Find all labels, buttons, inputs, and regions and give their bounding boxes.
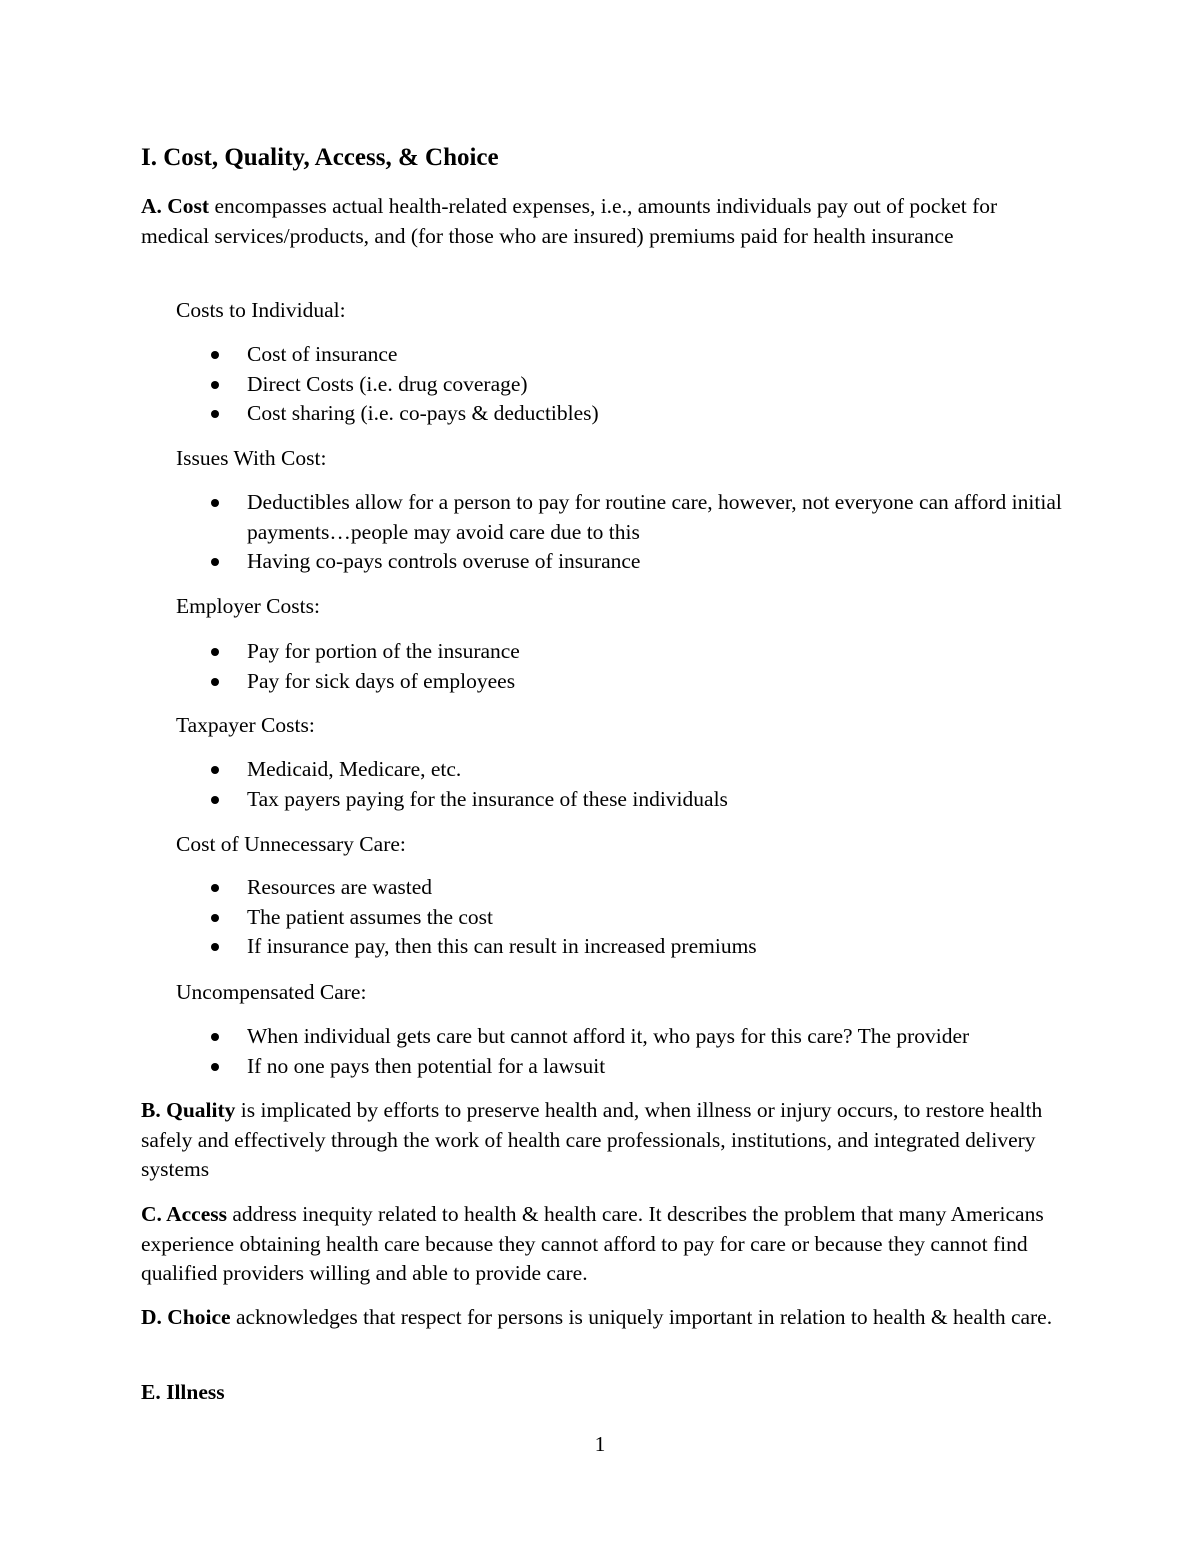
section-c-text: address inequity related to health & health care. It describes the problem that many Americans experience obtaining health care because they cannot afford to pay for care or because they cannot find qualified providers willing and able to provide care. xyxy=(141,1202,1044,1285)
section-d-paragraph xyxy=(141,1303,1066,1333)
section-c-paragraph xyxy=(141,1200,1066,1289)
list-issues-with-cost xyxy=(0,488,1067,577)
section-e-paragraph xyxy=(141,1378,1066,1408)
list-item: When individual gets care but cannot afford it, who pays for this care? The provider xyxy=(0,1022,1067,1052)
section-heading: I. Cost, Quality, Access, & Choice xyxy=(141,144,499,171)
list-item: Direct Costs (i.e. drug coverage) xyxy=(0,370,1067,400)
group-title-employer-costs: Employer Costs: xyxy=(176,594,320,618)
section-a-text: encompasses actual health-related expenses, i.e., amounts individuals pay out of pocket for medical services/products, and (for those who are insured) premiums paid for health insurance xyxy=(141,194,998,248)
list-item: Pay for sick days of employees xyxy=(0,667,1067,697)
group-title-costs-to-individual: Costs to Individual: xyxy=(176,298,346,322)
section-b-text: is implicated by efforts to preserve health and, when illness or injury occurs, to restore health safely and effectively through the work of health care professionals, institutions, and integrated delivery systems xyxy=(141,1098,1043,1181)
list-item: Pay for portion of the insurance xyxy=(0,637,1067,667)
list-item: Cost sharing (i.e. co-pays & deductibles) xyxy=(0,399,1067,429)
list-employer-costs xyxy=(0,637,1067,696)
section-b-paragraph xyxy=(141,1096,1066,1185)
list-costs-to-individual xyxy=(0,340,1067,429)
list-item: Having co-pays controls overuse of insurance xyxy=(0,547,1067,577)
list-taxpayer-costs xyxy=(0,755,1067,814)
section-a-label: A. Cost xyxy=(141,194,210,218)
list-item: Cost of insurance xyxy=(0,340,1067,370)
list-item: Deductibles allow for a person to pay for routine care, however, not everyone can afford initial payments…people may avoid care due to this xyxy=(0,488,1067,547)
list-item: The patient assumes the cost xyxy=(0,903,1067,933)
section-c-label: C. Access xyxy=(141,1202,227,1226)
group-title-issues-with-cost: Issues With Cost: xyxy=(176,446,327,470)
group-title-taxpayer-costs: Taxpayer Costs: xyxy=(176,713,315,737)
list-cost-of-unnecessary-care xyxy=(0,873,1067,962)
list-item: Resources are wasted xyxy=(0,873,1067,903)
list-item: Medicaid, Medicare, etc. xyxy=(0,755,1067,785)
list-uncompensated-care xyxy=(0,1022,1067,1081)
list-item: If insurance pay, then this can result in increased premiums xyxy=(0,932,1067,962)
section-e-label: E. Illness xyxy=(141,1380,225,1404)
group-title-uncompensated-care: Uncompensated Care: xyxy=(176,980,367,1004)
list-item: Tax payers paying for the insurance of these individuals xyxy=(0,785,1067,815)
section-d-text: acknowledges that respect for persons is uniquely important in relation to health & health care. xyxy=(230,1305,1053,1329)
group-title-cost-of-unnecessary-care: Cost of Unnecessary Care: xyxy=(176,832,406,856)
section-d-label: D. Choice xyxy=(141,1305,231,1329)
page-number: 1 xyxy=(594,1432,606,1456)
list-item: If no one pays then potential for a lawsuit xyxy=(0,1052,1067,1082)
section-b-label: B. Quality xyxy=(141,1098,236,1122)
section-a-paragraph xyxy=(141,192,1066,251)
